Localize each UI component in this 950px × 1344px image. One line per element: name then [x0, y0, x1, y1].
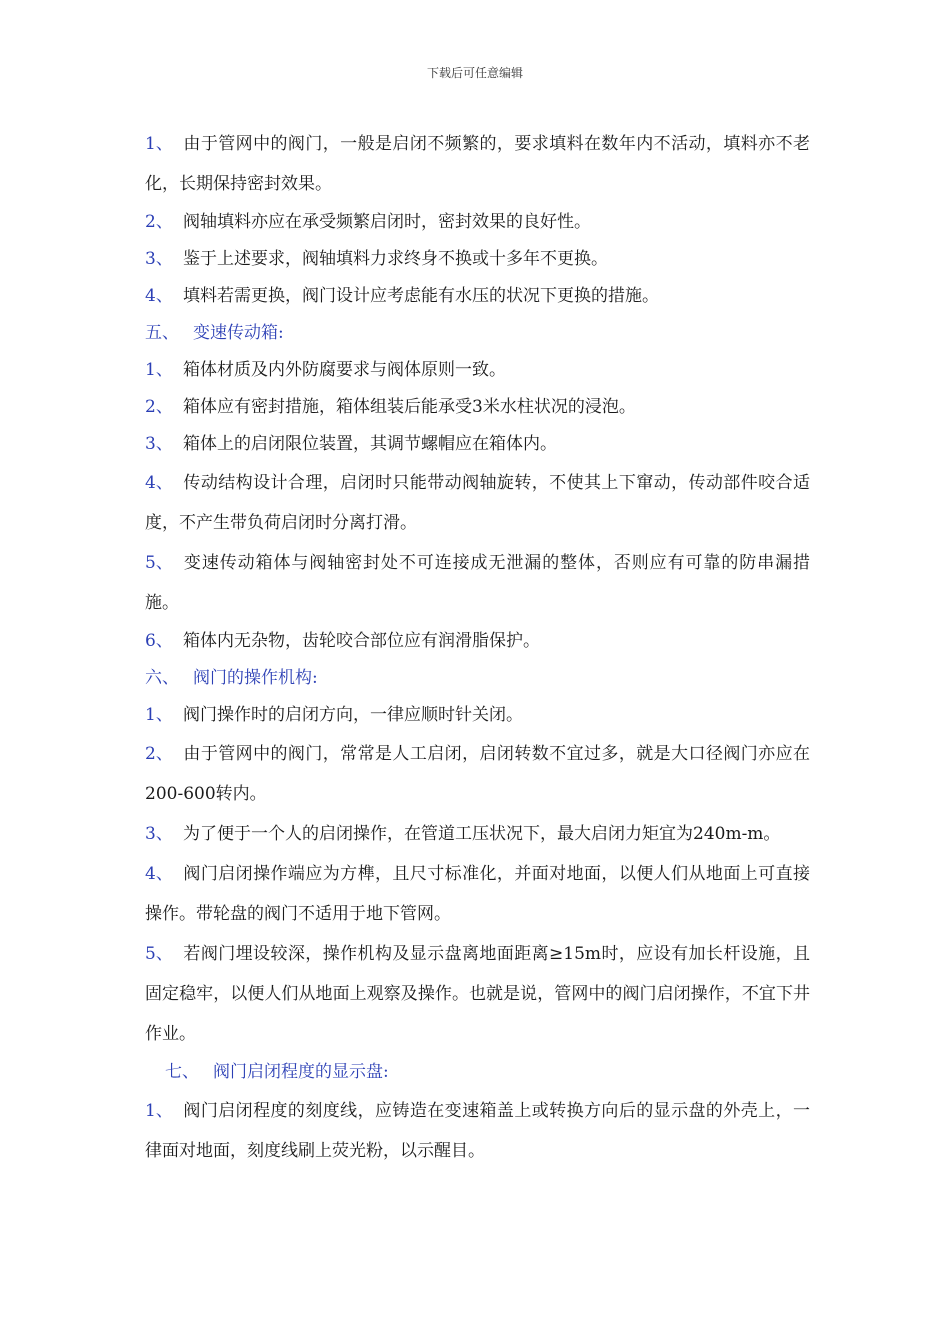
section-heading	[145, 315, 810, 352]
item-number: 4、	[145, 473, 173, 493]
document-body	[145, 124, 810, 1171]
list-item	[145, 204, 810, 241]
list-item	[145, 854, 810, 934]
item-text: 阀轴填料亦应在承受频繁启闭时，密封效果的良好性。	[183, 212, 591, 232]
heading-text: 阀门启闭程度的显示盘:	[213, 1062, 389, 1082]
heading-number: 六、	[145, 668, 179, 688]
item-text: 阀门启闭操作端应为方榫，且尺寸标准化，并面对地面，以便人们从地面上可直接操作。带轮盘的阀门不适用于地下管网。	[145, 864, 810, 924]
item-number: 4、	[145, 286, 173, 306]
item-number: 3、	[145, 434, 173, 454]
item-text: 箱体应有密封措施，箱体组装后能承受3米水柱状况的浸泡。	[183, 397, 636, 417]
list-item	[145, 278, 810, 315]
item-number: 5、	[145, 553, 173, 573]
list-item	[145, 623, 810, 660]
list-item	[145, 389, 810, 426]
item-number: 1、	[145, 705, 173, 725]
heading-text: 阀门的操作机构:	[193, 668, 318, 688]
section-heading	[145, 1054, 810, 1091]
list-item	[145, 934, 810, 1054]
item-text: 传动结构设计合理，启闭时只能带动阀轴旋转，不使其上下窜动，传动部件咬合适度，不产生带负荷启闭时分离打滑。	[145, 473, 810, 533]
heading-number: 五、	[145, 323, 179, 343]
list-item	[145, 734, 810, 814]
item-text: 鉴于上述要求，阀轴填料力求终身不换或十多年不更换。	[183, 249, 608, 269]
list-item	[145, 426, 810, 463]
item-number: 2、	[145, 212, 173, 232]
item-text: 箱体内无杂物，齿轮咬合部位应有润滑脂保护。	[183, 631, 540, 651]
section-heading	[145, 660, 810, 697]
item-text: 由于管网中的阀门，常常是人工启闭，启闭转数不宜过多，就是大口径阀门亦应在200-600转内。	[145, 744, 810, 804]
item-number: 1、	[145, 1101, 173, 1121]
item-number: 3、	[145, 249, 173, 269]
item-text: 填料若需更换，阀门设计应考虑能有水压的状况下更换的措施。	[183, 286, 659, 306]
item-number: 6、	[145, 631, 173, 651]
item-number: 4、	[145, 864, 173, 884]
item-number: 1、	[145, 134, 173, 154]
page-header: 下载后可任意编辑	[426, 66, 523, 80]
item-text: 箱体材质及内外防腐要求与阀体原则一致。	[183, 360, 506, 380]
list-item	[145, 124, 810, 204]
list-item	[145, 1091, 810, 1171]
item-text: 阀门启闭程度的刻度线，应铸造在变速箱盖上或转换方向后的显示盘的外壳上，一律面对地面，刻度线刷上荧光粉，以示醒目。	[145, 1101, 810, 1161]
item-text: 由于管网中的阀门，一般是启闭不频繁的，要求填料在数年内不活动，填料亦不老化，长期保持密封效果。	[145, 134, 810, 194]
item-text: 变速传动箱体与阀轴密封处不可连接成无泄漏的整体，否则应有可靠的防串漏措施。	[145, 553, 810, 613]
item-text: 箱体上的启闭限位装置，其调节螺帽应在箱体内。	[183, 434, 557, 454]
list-item	[145, 463, 810, 543]
item-number: 5、	[145, 944, 173, 964]
item-number: 1、	[145, 360, 173, 380]
list-item	[145, 697, 810, 734]
item-number: 2、	[145, 397, 173, 417]
list-item	[145, 814, 810, 854]
item-text: 阀门操作时的启闭方向，一律应顺时针关闭。	[183, 705, 523, 725]
heading-text: 变速传动箱:	[193, 323, 284, 343]
heading-number: 七、	[165, 1062, 199, 1082]
list-item	[145, 241, 810, 278]
list-item	[145, 352, 810, 389]
item-number: 2、	[145, 744, 173, 764]
item-text: 为了便于一个人的启闭操作，在管道工压状况下，最大启闭力矩宜为240m-m。	[183, 824, 781, 844]
item-text: 若阀门埋设较深，操作机构及显示盘离地面距离≥15m时，应设有加长杆设施，且固定稳牢，以便人们从地面上观察及操作。也就是说，管网中的阀门启闭操作，不宜下井作业。	[145, 944, 810, 1044]
item-number: 3、	[145, 824, 173, 844]
list-item	[145, 543, 810, 623]
